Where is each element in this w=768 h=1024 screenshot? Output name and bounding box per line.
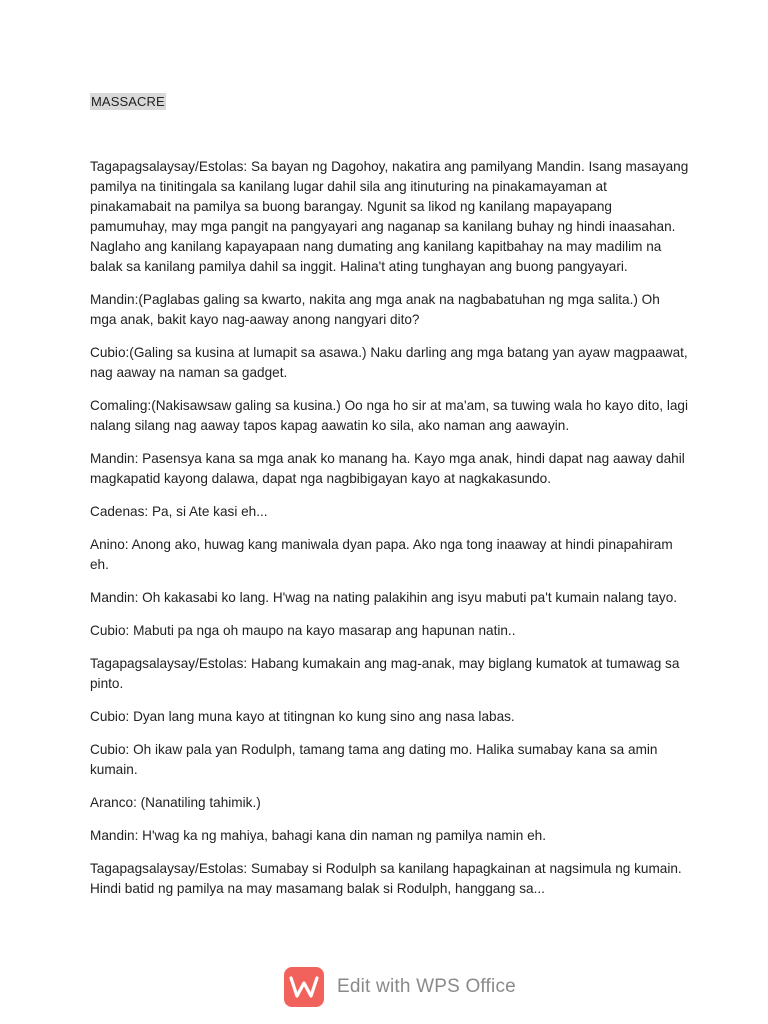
paragraph: Tagapagsalaysay/Estolas: Sa bayan ng Dagohoy, nakatira ang pamilyang Mandin. Isang masayang pamilya na tinitingala sa kanilang lugar dahil sila ang itinuturing na pinakamayaman at pinakamabait na pamilya sa buong barangay. Ngunit sa likod ng kanilang mapayapang pamumuhay, may mga pangit na pangyayari ang naganap sa kanilang buhay ng hindi inaasahan. Naglaho ang kanilang kapayapaan nang dumating ang kanilang kapitbahay na may madilim na balak sa kanilang pamilya dahil sa inggit. Halina't ating tunghayan ang buong pangyayari. [90, 159, 689, 274]
paragraph: Mandin:(Paglabas galing sa kwarto, nakita ang mga anak na nagbabatuhan ng mga salita.) Oh mga anak, bakit kayo nag-aaway anong nangyari dito? [90, 292, 660, 327]
edit-with-wps-label[interactable]: Edit with WPS Office [337, 976, 516, 997]
document-body [90, 157, 690, 912]
wps-office-logo-icon[interactable] [284, 967, 324, 1007]
paragraph: Cubio: Dyan lang muna kayo at titingnan ko kung sino ang nasa labas. [90, 709, 515, 724]
document-title: MASSACRE [91, 94, 165, 109]
paragraph: Anino: Anong ako, huwag kang maniwala dyan papa. Ako nga tong inaaway at hindi pinapahiram eh. [90, 537, 673, 572]
paragraph: Cubio: Mabuti pa nga oh maupo na kayo masarap ang hapunan natin.. [90, 623, 516, 638]
paragraph: Comaling:(Nakisawsaw galing sa kusina.) Oo nga ho sir at ma'am, sa tuwing wala ho kayo dito, lagi nalang silang nag aaway tapos kapag aawatin ko sila, ako naman ang aawayin. [90, 398, 688, 433]
paragraph: Cadenas: Pa, si Ate kasi eh... [90, 504, 268, 519]
paragraph: Tagapagsalaysay/Estolas: Sumabay si Rodulph sa kanilang hapagkainan at nagsimula ng kumain. Hindi batid ng pamilya na may masamang balak si Rodulph, hanggang sa... [90, 861, 682, 896]
wps-edit-banner[interactable] [284, 965, 516, 1009]
paragraph: Aranco: (Nanatiling tahimik.) [90, 795, 261, 810]
paragraph: Mandin: Pasensya kana sa mga anak ko manang ha. Kayo mga anak, hindi dapat nag aaway dahil magkapatid kayong dalawa, dapat nga nagbibigayan kayo at nagkakasundo. [90, 451, 685, 486]
paragraph: Mandin: H'wag ka ng mahiya, bahagi kana din naman ng pamilya namin eh. [90, 828, 546, 843]
wps-w-glyph-icon [289, 975, 319, 999]
paragraph: Cubio:(Galing sa kusina at lumapit sa asawa.) Naku darling ang mga batang yan ayaw magpaawat, nag aaway na naman sa gadget. [90, 345, 688, 380]
paragraph: Mandin: Oh kakasabi ko lang. H'wag na nating palakihin ang isyu mabuti pa't kumain nalang tayo. [90, 590, 678, 605]
paragraph: Cubio: Oh ikaw pala yan Rodulph, tamang tama ang dating mo. Halika sumabay kana sa amin kumain. [90, 742, 658, 777]
paragraph: Tagapagsalaysay/Estolas: Habang kumakain ang mag-anak, may biglang kumatok at tumawag sa pinto. [90, 656, 680, 691]
